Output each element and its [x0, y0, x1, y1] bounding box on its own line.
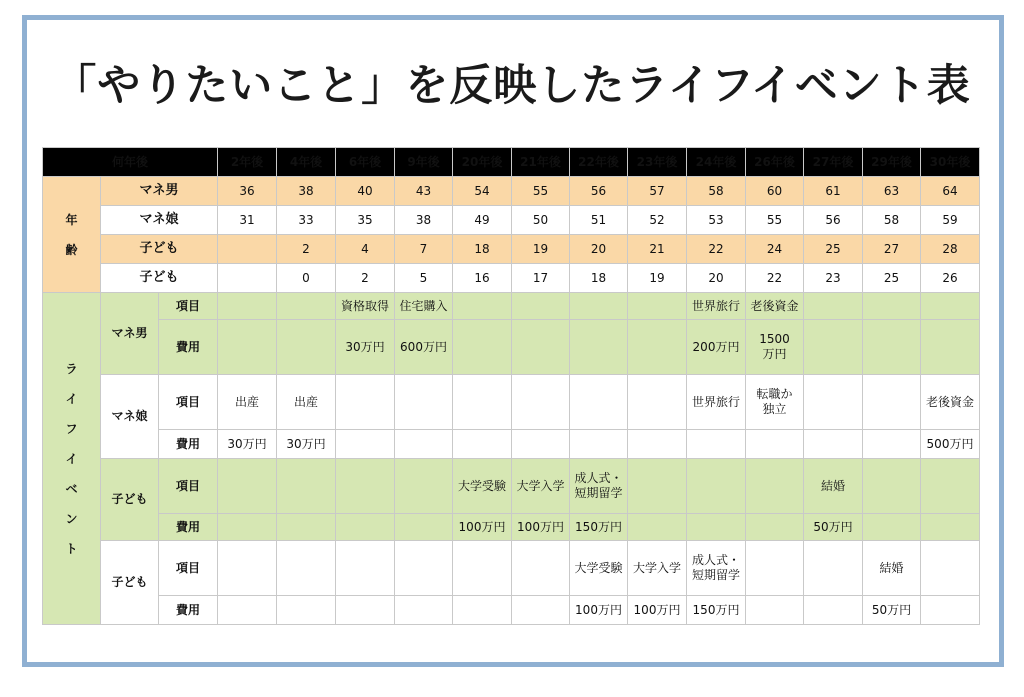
event-cost [628, 514, 687, 541]
age-value: 17 [512, 264, 570, 293]
event-cost [921, 596, 980, 625]
event-cost [863, 320, 921, 375]
item-label: 項目 [159, 293, 218, 320]
event-item [863, 293, 921, 320]
age-value: 40 [336, 177, 395, 206]
event-cost [512, 320, 570, 375]
event-cost: 150万円 [687, 596, 746, 625]
event-cost [570, 430, 628, 459]
event-cost [863, 514, 921, 541]
year-header: 9年後 [395, 148, 453, 177]
year-header: 22年後 [570, 148, 628, 177]
age-value: 58 [687, 177, 746, 206]
event-cost [336, 514, 395, 541]
age-value: 0 [277, 264, 336, 293]
event-item [804, 541, 863, 596]
event-cost [218, 514, 277, 541]
event-item [218, 459, 277, 514]
cost-label: 費用 [159, 596, 218, 625]
event-item: 老後資金 [921, 375, 980, 430]
event-item [218, 541, 277, 596]
event-item [395, 541, 453, 596]
event-item [277, 541, 336, 596]
age-row-label: マネ娘 [101, 206, 218, 235]
event-item [512, 541, 570, 596]
event-item: 大学受験 [453, 459, 512, 514]
event-cost [628, 320, 687, 375]
age-value: 36 [218, 177, 277, 206]
event-cost [277, 514, 336, 541]
age-value: 25 [863, 264, 921, 293]
event-item [570, 375, 628, 430]
event-cost [746, 514, 804, 541]
age-value: 59 [921, 206, 980, 235]
year-header: 20年後 [453, 148, 512, 177]
age-value: 56 [804, 206, 863, 235]
event-item [804, 293, 863, 320]
life-person-label: 子ども [101, 541, 159, 625]
event-item: 住宅購入 [395, 293, 453, 320]
age-value: 22 [746, 264, 804, 293]
event-item: 結婚 [804, 459, 863, 514]
year-header: 24年後 [687, 148, 746, 177]
age-value: 55 [746, 206, 804, 235]
event-item [512, 293, 570, 320]
age-value: 60 [746, 177, 804, 206]
event-cost [512, 430, 570, 459]
event-cost [395, 514, 453, 541]
event-item: 大学入学 [512, 459, 570, 514]
event-item [395, 459, 453, 514]
event-cost: 50万円 [804, 514, 863, 541]
event-cost: 100万円 [453, 514, 512, 541]
event-item: 出産 [277, 375, 336, 430]
event-cost [453, 596, 512, 625]
event-cost: 30万円 [336, 320, 395, 375]
event-item: 成人式・ 短期留学 [570, 459, 628, 514]
year-header: 6年後 [336, 148, 395, 177]
event-cost [863, 430, 921, 459]
event-item [336, 459, 395, 514]
age-value: 33 [277, 206, 336, 235]
age-value: 38 [277, 177, 336, 206]
age-value [218, 264, 277, 293]
age-value: 52 [628, 206, 687, 235]
year-header: 29年後 [863, 148, 921, 177]
cost-label: 費用 [159, 514, 218, 541]
age-value: 63 [863, 177, 921, 206]
event-item [628, 459, 687, 514]
event-item [277, 293, 336, 320]
age-value: 20 [687, 264, 746, 293]
event-cost [218, 596, 277, 625]
item-label: 項目 [159, 459, 218, 514]
age-value: 16 [453, 264, 512, 293]
event-cost [804, 430, 863, 459]
event-item [863, 375, 921, 430]
event-item [453, 293, 512, 320]
age-value: 26 [921, 264, 980, 293]
event-item [336, 541, 395, 596]
event-item [628, 293, 687, 320]
event-item [277, 459, 336, 514]
event-item: 大学入学 [628, 541, 687, 596]
event-item [804, 375, 863, 430]
year-header: 23年後 [628, 148, 687, 177]
age-value: 49 [453, 206, 512, 235]
event-item: 出産 [218, 375, 277, 430]
year-header: 4年後 [277, 148, 336, 177]
age-value: 4 [336, 235, 395, 264]
event-item [863, 459, 921, 514]
age-value: 43 [395, 177, 453, 206]
age-row-label: マネ男 [101, 177, 218, 206]
event-cost: 100万円 [570, 596, 628, 625]
event-item: 世界旅行 [687, 375, 746, 430]
age-value: 56 [570, 177, 628, 206]
age-value: 22 [687, 235, 746, 264]
age-value: 2 [336, 264, 395, 293]
age-value [218, 235, 277, 264]
event-cost: 50万円 [863, 596, 921, 625]
event-cost [687, 514, 746, 541]
life-section-label: ラ イ フ イ ベ ン ト [43, 293, 101, 625]
age-section-label: 年 齢 [43, 177, 101, 293]
event-cost [336, 430, 395, 459]
event-item [687, 459, 746, 514]
event-item [921, 541, 980, 596]
event-cost [453, 320, 512, 375]
item-label: 項目 [159, 375, 218, 430]
item-label: 項目 [159, 541, 218, 596]
event-cost [921, 514, 980, 541]
event-item: 結婚 [863, 541, 921, 596]
event-item: 成人式・ 短期留学 [687, 541, 746, 596]
age-value: 31 [218, 206, 277, 235]
age-value: 58 [863, 206, 921, 235]
event-cost [336, 596, 395, 625]
year-header: 2年後 [218, 148, 277, 177]
event-cost: 1500 万円 [746, 320, 804, 375]
event-cost [746, 596, 804, 625]
event-item [921, 459, 980, 514]
event-item [746, 541, 804, 596]
year-header: 30年後 [921, 148, 980, 177]
life-person-label: マネ男 [101, 293, 159, 375]
age-value: 61 [804, 177, 863, 206]
age-value: 54 [453, 177, 512, 206]
age-value: 18 [570, 264, 628, 293]
event-item [395, 375, 453, 430]
event-cost [277, 320, 336, 375]
event-cost [395, 430, 453, 459]
event-cost [395, 596, 453, 625]
event-cost [804, 596, 863, 625]
event-item [628, 375, 687, 430]
cost-label: 費用 [159, 320, 218, 375]
age-value: 38 [395, 206, 453, 235]
cost-label: 費用 [159, 430, 218, 459]
age-value: 2 [277, 235, 336, 264]
life-person-label: 子ども [101, 459, 159, 541]
header-corner: 何年後 [43, 148, 218, 177]
event-cost: 500万円 [921, 430, 980, 459]
event-cost [453, 430, 512, 459]
year-header: 26年後 [746, 148, 804, 177]
event-item [570, 293, 628, 320]
event-cost [218, 320, 277, 375]
event-cost [687, 430, 746, 459]
age-value: 53 [687, 206, 746, 235]
event-cost [570, 320, 628, 375]
event-item [746, 459, 804, 514]
life-event-table [42, 147, 980, 625]
age-value: 20 [570, 235, 628, 264]
year-header: 27年後 [804, 148, 863, 177]
age-value: 7 [395, 235, 453, 264]
event-item: 老後資金 [746, 293, 804, 320]
event-item [218, 293, 277, 320]
age-value: 5 [395, 264, 453, 293]
event-cost: 30万円 [218, 430, 277, 459]
age-value: 64 [921, 177, 980, 206]
event-item [921, 293, 980, 320]
event-cost [746, 430, 804, 459]
year-header: 21年後 [512, 148, 570, 177]
age-value: 57 [628, 177, 687, 206]
event-cost [804, 320, 863, 375]
age-value: 28 [921, 235, 980, 264]
age-value: 27 [863, 235, 921, 264]
event-cost [628, 430, 687, 459]
event-cost [277, 596, 336, 625]
life-person-label: マネ娘 [101, 375, 159, 459]
event-cost: 150万円 [570, 514, 628, 541]
age-value: 24 [746, 235, 804, 264]
event-cost [921, 320, 980, 375]
age-value: 25 [804, 235, 863, 264]
event-item [512, 375, 570, 430]
event-item [453, 541, 512, 596]
event-item: 世界旅行 [687, 293, 746, 320]
age-value: 55 [512, 177, 570, 206]
age-value: 19 [512, 235, 570, 264]
event-item: 大学受験 [570, 541, 628, 596]
age-value: 21 [628, 235, 687, 264]
event-cost: 200万円 [687, 320, 746, 375]
age-value: 23 [804, 264, 863, 293]
page-title: 「やりたいこと」を反映したライフイベント表 [53, 61, 971, 111]
event-cost: 100万円 [512, 514, 570, 541]
event-cost: 100万円 [628, 596, 687, 625]
event-item [336, 375, 395, 430]
event-cost: 600万円 [395, 320, 453, 375]
age-value: 19 [628, 264, 687, 293]
age-row-label: 子ども [101, 264, 218, 293]
event-item [453, 375, 512, 430]
age-value: 18 [453, 235, 512, 264]
age-value: 51 [570, 206, 628, 235]
age-value: 50 [512, 206, 570, 235]
event-cost: 30万円 [277, 430, 336, 459]
age-value: 35 [336, 206, 395, 235]
event-cost [512, 596, 570, 625]
age-row-label: 子ども [101, 235, 218, 264]
event-item: 資格取得 [336, 293, 395, 320]
event-item: 転職か 独立 [746, 375, 804, 430]
